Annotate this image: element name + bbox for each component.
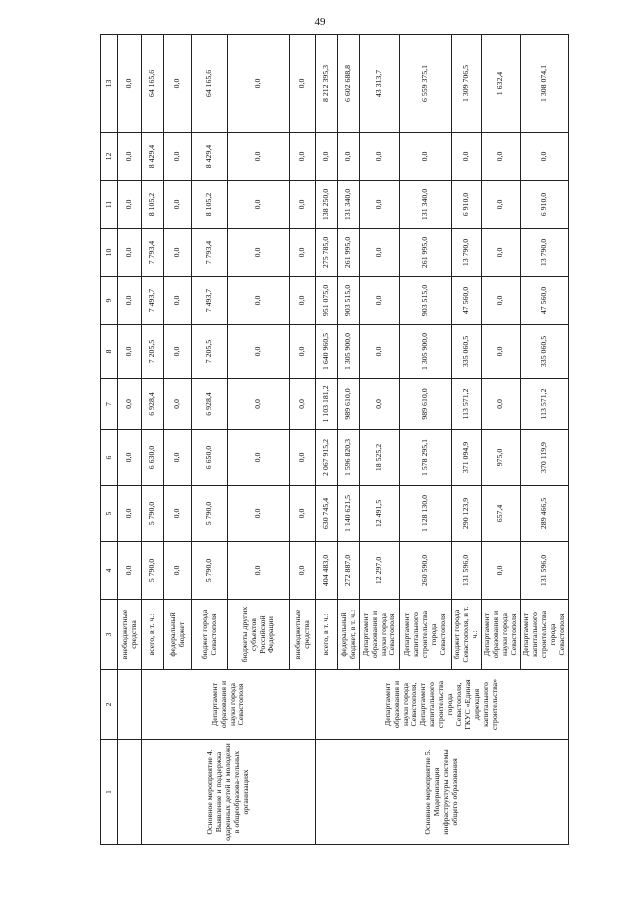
column-number: 5 [101,486,118,542]
value-cell: 0,0 [228,486,290,542]
value-cell: 0,0 [118,35,142,133]
funding-source: Департамент образования и науки города Севастополя [482,600,521,670]
value-cell: 0,0 [228,542,290,600]
value-cell: 8 429,4 [142,133,164,181]
funding-source: федеральный бюджет, в т. ч.: [338,600,360,670]
value-cell: 0,0 [228,325,290,379]
value-cell: 0,0 [164,35,192,133]
value-cell: 0,0 [228,181,290,229]
value-cell: 0,0 [164,430,192,486]
value-cell: 6 928,4 [142,379,164,430]
value-cell: 0,0 [482,277,521,325]
value-cell: 0,0 [482,133,521,181]
funding-source: бюджет города Севастополя [192,600,228,670]
value-cell: 0,0 [164,542,192,600]
value-cell: 1 596 820,3 [338,430,360,486]
column-number: 3 [101,600,118,670]
value-cell: 0,0 [482,379,521,430]
value-cell: 0,0 [228,35,290,133]
value-cell: 0,0 [164,486,192,542]
funding-source: внебюджетные средства [118,600,142,670]
funding-source: всего, в т. ч.: [142,600,164,670]
value-cell: 0,0 [520,133,568,181]
value-cell: 18 525,2 [360,430,400,486]
value-cell: 0,0 [482,542,521,600]
value-cell: 0,0 [338,133,360,181]
value-cell: 0,0 [452,133,482,181]
blank-cell [118,670,142,740]
table-row [142,35,164,845]
value-cell: 43 313,7 [360,35,400,133]
value-cell: 47 560,0 [520,277,568,325]
value-cell: 0,0 [290,486,316,542]
value-cell: 630 745,4 [316,486,338,542]
value-cell: 903 515,0 [400,277,452,325]
value-cell: 6 602 688,8 [338,35,360,133]
executor-name: Департамент образования и науки города Севастополя, Департамент капитального строительства города Севастополя, ГКУС «Единая дирекция капитального строительства» [316,670,569,740]
value-cell: 0,0 [290,430,316,486]
value-cell: 6 910,0 [452,181,482,229]
value-cell: 0,0 [164,277,192,325]
column-number-row [101,35,118,845]
value-cell: 8 212 395,3 [316,35,338,133]
column-number: 12 [101,133,118,181]
column-number: 2 [101,670,118,740]
value-cell: 0,0 [360,133,400,181]
value-cell: 1 128 130,0 [400,486,452,542]
value-cell: 0,0 [118,542,142,600]
value-cell: 131 596,0 [520,542,568,600]
column-number: 4 [101,542,118,600]
value-cell: 7 793,4 [142,229,164,277]
value-cell: 131 340,0 [338,181,360,229]
value-cell: 0,0 [228,430,290,486]
value-cell: 0,0 [482,229,521,277]
blank-cell [118,740,142,845]
column-number: 9 [101,277,118,325]
value-cell: 1 305 900,0 [400,325,452,379]
value-cell: 5 790,0 [142,486,164,542]
value-cell: 0,0 [360,325,400,379]
value-cell: 7 493,7 [192,277,228,325]
table-row [316,35,338,845]
column-number: 7 [101,379,118,430]
value-cell: 8 105,2 [142,181,164,229]
table-row [118,35,142,845]
value-cell: 0,0 [290,277,316,325]
value-cell: 1 308 074,1 [520,35,568,133]
value-cell: 5 790,0 [192,486,228,542]
value-cell: 989 610,0 [338,379,360,430]
value-cell: 1 632,4 [482,35,521,133]
value-cell: 0,0 [118,430,142,486]
value-cell: 0,0 [118,486,142,542]
value-cell: 371 094,9 [452,430,482,486]
value-cell: 64 165,6 [192,35,228,133]
value-cell: 2 067 915,2 [316,430,338,486]
funding-table [100,34,569,845]
value-cell: 260 590,0 [400,542,452,600]
value-cell: 7 793,4 [192,229,228,277]
value-cell: 1 305 900,0 [338,325,360,379]
value-cell: 12 297,0 [360,542,400,600]
value-cell: 64 165,6 [142,35,164,133]
value-cell: 335 060,5 [452,325,482,379]
value-cell: 0,0 [118,277,142,325]
value-cell: 0,0 [228,277,290,325]
value-cell: 131 596,0 [452,542,482,600]
value-cell: 1 140 621,5 [338,486,360,542]
column-number: 11 [101,181,118,229]
funding-source: Департамент капитального строительства города Севастополя [520,600,568,670]
value-cell: 6 630,0 [142,430,164,486]
value-cell: 0,0 [164,133,192,181]
value-cell: 0,0 [118,133,142,181]
measure-name: Основное мероприятие 4. Выявление и поддержка одаренных детей и молодежи в общеобразова-тельных организациях [142,740,316,845]
page-number: 49 [314,16,326,28]
value-cell: 0,0 [228,133,290,181]
value-cell: 275 785,0 [316,229,338,277]
value-cell: 290 123,9 [452,486,482,542]
value-cell: 7 205,5 [192,325,228,379]
rotated-table-container [100,35,566,845]
value-cell: 0,0 [290,35,316,133]
value-cell: 0,0 [164,325,192,379]
value-cell: 0,0 [360,229,400,277]
value-cell: 261 995,0 [338,229,360,277]
value-cell: 0,0 [118,325,142,379]
value-cell: 47 560,0 [452,277,482,325]
value-cell: 0,0 [290,181,316,229]
value-cell: 7 205,5 [142,325,164,379]
value-cell: 8 429,4 [192,133,228,181]
column-number: 1 [101,740,118,845]
value-cell: 12 491,5 [360,486,400,542]
value-cell: 131 340,0 [400,181,452,229]
value-cell: 0,0 [164,181,192,229]
value-cell: 0,0 [164,379,192,430]
measure-name: Основное мероприятие 5. Модернизация инфраструктуры системы общего образования [316,740,569,845]
value-cell: 261 995,0 [400,229,452,277]
value-cell: 6 910,0 [520,181,568,229]
value-cell: 7 493,7 [142,277,164,325]
value-cell: 8 105,2 [192,181,228,229]
value-cell: 0,0 [290,229,316,277]
funding-source: бюджет города Севастополя, в т. ч.: [452,600,482,670]
funding-source: внебюджетные средства [290,600,316,670]
value-cell: 404 483,0 [316,542,338,600]
value-cell: 0,0 [482,325,521,379]
value-cell: 6 559 375,1 [400,35,452,133]
value-cell: 951 075,0 [316,277,338,325]
value-cell: 1 309 706,5 [452,35,482,133]
column-number: 6 [101,430,118,486]
funding-source: федеральный бюджет [164,600,192,670]
value-cell: 5 790,0 [192,542,228,600]
value-cell: 0,0 [228,379,290,430]
value-cell: 1 578 295,1 [400,430,452,486]
value-cell: 13 790,0 [520,229,568,277]
value-cell: 657,4 [482,486,521,542]
value-cell: 0,0 [316,133,338,181]
funding-source: Департамент капитального строительства города Севастополя [400,600,452,670]
value-cell: 0,0 [228,229,290,277]
value-cell: 0,0 [118,379,142,430]
funding-source: Департамент образования и науки города Севастополя [360,600,400,670]
value-cell: 138 250,0 [316,181,338,229]
value-cell: 0,0 [400,133,452,181]
value-cell: 0,0 [290,542,316,600]
value-cell: 0,0 [290,379,316,430]
value-cell: 1 640 960,5 [316,325,338,379]
value-cell: 5 790,0 [142,542,164,600]
value-cell: 903 515,0 [338,277,360,325]
value-cell: 113 571,2 [452,379,482,430]
value-cell: 6 928,4 [192,379,228,430]
column-number: 13 [101,35,118,133]
value-cell: 289 466,5 [520,486,568,542]
value-cell: 272 887,0 [338,542,360,600]
value-cell: 0,0 [290,325,316,379]
value-cell: 370 119,9 [520,430,568,486]
value-cell: 13 790,0 [452,229,482,277]
value-cell: 0,0 [360,277,400,325]
value-cell: 0,0 [118,181,142,229]
executor-name: Департамент образования и науки города Севастополя [142,670,316,740]
value-cell: 0,0 [360,181,400,229]
value-cell: 989 610,0 [400,379,452,430]
value-cell: 6 650,0 [192,430,228,486]
table-body [101,35,569,845]
column-number: 10 [101,229,118,277]
value-cell: 335 060,5 [520,325,568,379]
column-number: 8 [101,325,118,379]
value-cell: 1 103 181,2 [316,379,338,430]
funding-source: бюджеты других субъектов Российской Федерации [228,600,290,670]
funding-source: всего, в т. ч.: [316,600,338,670]
value-cell: 975,0 [482,430,521,486]
value-cell: 113 571,2 [520,379,568,430]
value-cell: 0,0 [290,133,316,181]
value-cell: 0,0 [118,229,142,277]
value-cell: 0,0 [360,379,400,430]
value-cell: 0,0 [164,229,192,277]
value-cell: 0,0 [482,181,521,229]
